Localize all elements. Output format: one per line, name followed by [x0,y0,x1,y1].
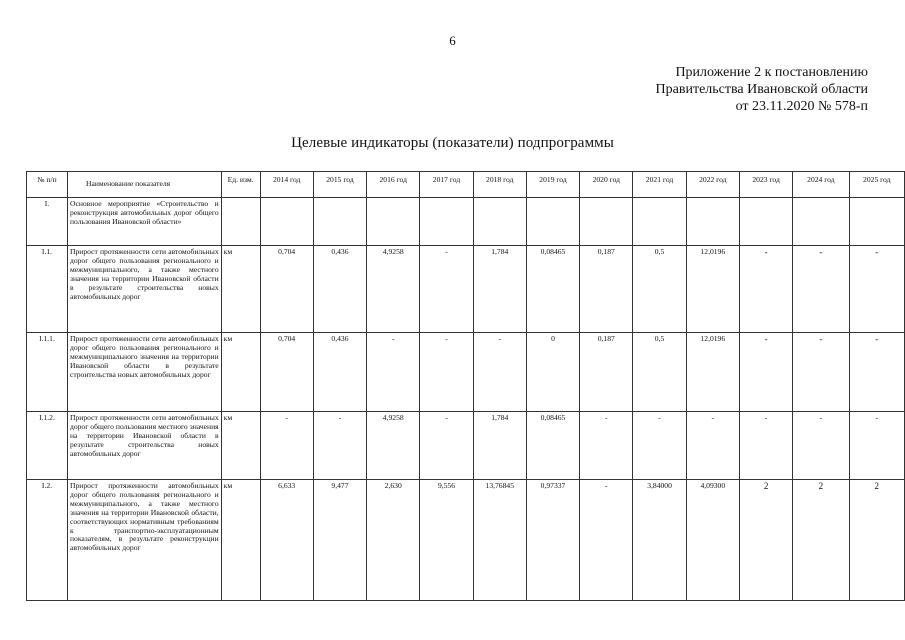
appendix-line-3: от 23.11.2020 № 578-п [735,99,868,114]
header-cell-2016: 2016 год [367,172,420,198]
value-2023: - [739,412,792,480]
header-cell-2025: 2025 год [849,172,904,198]
indicator-name: Основное мероприятие «Строительство и реконструкция автомобильных дорог общего пользования Ивановской области» [67,198,221,246]
unit-cell: км [221,480,260,601]
value-2018 [473,198,526,246]
value-2016: 2,630 [367,480,420,601]
value-2014: 6,633 [260,480,313,601]
value-2020: 0,187 [580,246,633,333]
unit-cell: км [221,412,260,480]
row-number: I.1. [27,246,68,333]
row-number: I.1.1. [27,333,68,412]
value-2021: 3,84000 [633,480,686,601]
value-2022: 12,0196 [686,333,739,412]
row-number: I.2. [27,480,68,601]
value-2023 [739,198,792,246]
value-2015: 0,436 [313,333,366,412]
header-cell-name: Наименование показателя [67,172,221,198]
value-2024 [793,198,849,246]
value-2015: 0,436 [313,246,366,333]
value-2017: - [420,333,473,412]
value-2020 [580,198,633,246]
value-2015: 9,477 [313,480,366,601]
value-2022 [686,198,739,246]
page-number: 6 [449,33,456,48]
value-2017 [420,198,473,246]
header-cell-2014: 2014 год [260,172,313,198]
value-2025: 2 [849,480,904,601]
table-header-row [27,172,905,198]
value-2019: 0,97337 [526,480,579,601]
value-2016: 4,9258 [367,246,420,333]
value-2015: - [313,412,366,480]
value-2018: 1,784 [473,246,526,333]
value-2021: 0,5 [633,246,686,333]
value-2016: 4,9258 [367,412,420,480]
indicator-name: Прирост протяженности сети автомобильных дорог общего пользования местного значения на территории Ивановской области в результате строительства новых автомобильных дорог [67,412,221,480]
value-2018: - [473,333,526,412]
table-row [27,412,905,480]
value-2014 [260,198,313,246]
value-2022: 12,0196 [686,246,739,333]
value-2021 [633,198,686,246]
header-cell-2022: 2022 год [686,172,739,198]
value-2025 [849,198,904,246]
value-2025: - [849,412,904,480]
row-number: I.1.2. [27,412,68,480]
appendix-line-1: Приложение 2 к постановлению [675,65,868,80]
value-2025: - [849,246,904,333]
value-2020: 0,187 [580,333,633,412]
value-2019: 0 [526,333,579,412]
unit-cell [221,198,260,246]
indicator-name: Прирост протяженности сети автомобильных дорог общего пользования регионального и межмуниципального значения на территории Ивановской области в результате строительства новых автомобильных дорог [67,333,221,412]
unit-cell: км [221,246,260,333]
value-2014: - [260,412,313,480]
value-2016 [367,198,420,246]
value-2023: - [739,333,792,412]
value-2019 [526,198,579,246]
value-2024: - [793,333,849,412]
value-2025: - [849,333,904,412]
indicator-name: Прирост протяженности сети автомобильных дорог общего пользования регионального и межмуниципального, а также местного значения на территории Ивановской области в результате строительства новых автомобильных дорог [67,246,221,333]
header-cell-unit: Ед. изм. [221,172,260,198]
unit-cell: км [221,333,260,412]
value-2024: - [793,246,849,333]
appendix-reference [656,64,868,115]
indicator-name: Прирост протяженности автомобильных дорог общего пользования регионального и межмуниципального, а также местного значения на территории Ивановской области, соответствующих нормативным требованиям к транспортно-эксплуатационным показателям, в результате реконструкции автомобильных дорог [67,480,221,601]
header-cell-2021: 2021 год [633,172,686,198]
value-2022: - [686,412,739,480]
value-2014: 0,704 [260,333,313,412]
value-2023: 2 [739,480,792,601]
header-cell-number: № п/п [27,172,68,198]
value-2024: 2 [793,480,849,601]
value-2016: - [367,333,420,412]
value-2021: - [633,412,686,480]
header-cell-2018: 2018 год [473,172,526,198]
value-2018: 13,76845 [473,480,526,601]
value-2017: - [420,246,473,333]
indicators-table [26,171,905,601]
header-cell-2019: 2019 год [526,172,579,198]
header-cell-2015: 2015 год [313,172,366,198]
value-2019: 0,08465 [526,412,579,480]
value-2021: 0,5 [633,333,686,412]
header-cell-2020: 2020 год [580,172,633,198]
value-2019: 0,08465 [526,246,579,333]
header-cell-2024: 2024 год [793,172,849,198]
value-2020: - [580,412,633,480]
value-2022: 4,09300 [686,480,739,601]
table-row [27,333,905,412]
header-cell-2017: 2017 год [420,172,473,198]
table-row [27,246,905,333]
value-2017: 9,556 [420,480,473,601]
value-2023: - [739,246,792,333]
value-2014: 0,704 [260,246,313,333]
value-2018: 1,784 [473,412,526,480]
value-2020: - [580,480,633,601]
row-number: I. [27,198,68,246]
value-2015 [313,198,366,246]
appendix-line-2: Правительства Ивановской области [655,82,868,97]
value-2017: - [420,412,473,480]
value-2024: - [793,412,849,480]
table-row [27,480,905,601]
document-title: Целевые индикаторы (показатели) подпрограммы [291,135,614,151]
table-row [27,198,905,246]
header-cell-2023: 2023 год [739,172,792,198]
